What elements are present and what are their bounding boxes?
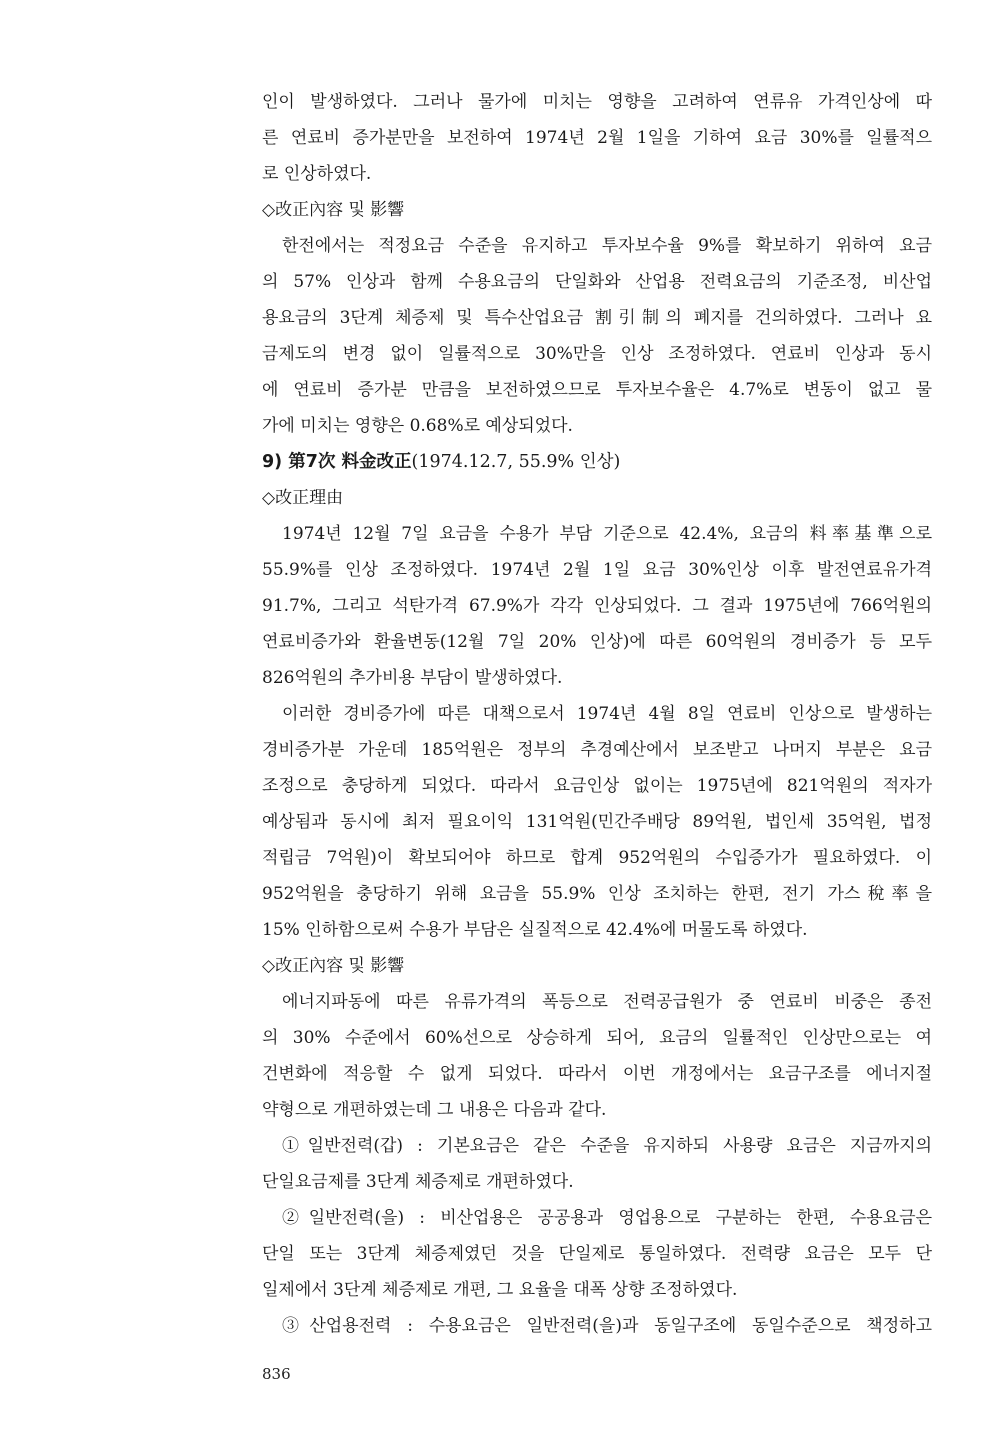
text-line: 에 연료비 증가분 만큼을 보전하였으므로 투자보수율은 4.7%로 변동이 없고 물 <box>262 380 932 400</box>
page-number: 836 <box>262 1365 291 1383</box>
text-line: 금제도의 변경 없이 일률적으로 30%만을 인상 조정하였다. 연료비 인상과 동시 <box>262 344 932 364</box>
text-line: 건변화에 적응할 수 없게 되었다. 따라서 이번 개정에서는 요금구조를 에너지절 <box>262 1064 932 1084</box>
text-line: 일제에서 3단계 체증제로 개편, 그 요율을 대폭 상향 조정하였다. <box>262 1280 738 1300</box>
text-line: 가에 미치는 영향은 0.68%로 예상되었다. <box>262 416 573 436</box>
section-heading <box>262 444 932 480</box>
text-line: 826억원의 추가비용 부담이 발생하였다. <box>262 668 563 688</box>
text-line: 연료비증가와 환율변동(12월 7일 20% 인상)에 따른 60억원의 경비증가 등 모두 <box>262 632 932 652</box>
text-line: 의 30% 수준에서 60%선으로 상승하게 되어, 요금의 일률적인 인상만으로는 여 <box>262 1028 932 1048</box>
text-line: 른 연료비 증가분만을 보전하여 1974년 2월 1일을 기하여 요금 30%를 일률적으 <box>262 128 932 148</box>
text-line: 15% 인하함으로써 수용가 부담은 실질적으로 42.4%에 머물도록 하였다. <box>262 920 808 940</box>
section-heading-title: 9) 第7次 料金改正 <box>262 452 412 472</box>
text-line: 952억원을 충당하기 위해 요금을 55.9% 인상 조치하는 한편, 전기 가스稅率을 <box>262 884 932 904</box>
body-text <box>262 84 932 1344</box>
text-line: 예상됨과 동시에 최저 필요이익 131억원(민간주배당 89억원, 법인세 35억원, 법정 <box>262 812 932 832</box>
text-line: 인이 발생하였다. 그러나 물가에 미치는 영향을 고려하여 연류유 가격인상에 따 <box>262 92 932 112</box>
text-line: ②일반전력(을) : 비산업용은 공공용과 영업용으로 구분하는 한편, 수용요금은 <box>282 1208 932 1228</box>
text-line: 경비증가분 가운데 185억원은 정부의 추경예산에서 보조받고 나머지 부분은 요금 <box>262 740 932 760</box>
text-line: 의 57% 인상과 함께 수용요금의 단일화와 산업용 전력요금의 기준조정, 비산업 <box>262 272 932 292</box>
text-line: 조정으로 충당하게 되었다. 따라서 요금인상 없이는 1975년에 821억원의 적자가 <box>262 776 932 796</box>
text-line: 단일 또는 3단계 체증제였던 것을 단일제로 통일하였다. 전력량 요금은 모두 단 <box>262 1244 932 1264</box>
section-heading-suffix: (1974.12.7, 55.9% 인상) <box>411 452 621 472</box>
text-line: ③산업용전력 : 수용요금은 일반전력(을)과 동일구조에 동일수준으로 책정하고 <box>282 1316 932 1336</box>
text-line: 이러한 경비증가에 따른 대책으로서 1974년 4월 8일 연료비 인상으로 발생하는 <box>282 704 932 724</box>
text-line: 로 인상하였다. <box>262 164 372 184</box>
text-line: 한전에서는 적정요금 수준을 유지하고 투자보수율 9%를 확보하기 위하여 요금 <box>282 236 932 256</box>
text-line: 단일요금제를 3단계 체증제로 개편하였다. <box>262 1172 574 1192</box>
section-subheading: ◇改正內容 및 影響 <box>262 200 405 220</box>
section-subheading: ◇改正內容 및 影響 <box>262 956 405 976</box>
text-line: 용요금의 3단계 체증제 및 특수산업요금 割引制의 폐지를 건의하였다. 그러나 요 <box>262 308 932 328</box>
text-line: 91.7%, 그리고 석탄가격 67.9%가 각각 인상되었다. 그 결과 1975년에 766억원의 <box>262 596 932 616</box>
section-subheading: ◇改正理由 <box>262 488 344 508</box>
text-line: ①일반전력(갑) : 기본요금은 같은 수준을 유지하되 사용량 요금은 지금까지의 <box>282 1136 932 1156</box>
text-line: 55.9%를 인상 조정하였다. 1974년 2월 1일 요금 30%인상 이후 발전연료유가격 <box>262 560 932 580</box>
text-line: 에너지파동에 따른 유류가격의 폭등으로 전력공급원가 중 연료비 비중은 종전 <box>282 992 932 1012</box>
text-line: 1974년 12월 7일 요금을 수용가 부담 기준으로 42.4%, 요금의 料率基準으로 <box>282 524 932 544</box>
text-line: 약형으로 개편하였는데 그 내용은 다음과 같다. <box>262 1100 607 1120</box>
text-line: 적립금 7억원)이 확보되어야 하므로 합계 952억원의 수입증가가 필요하였다. 이 <box>262 848 932 868</box>
